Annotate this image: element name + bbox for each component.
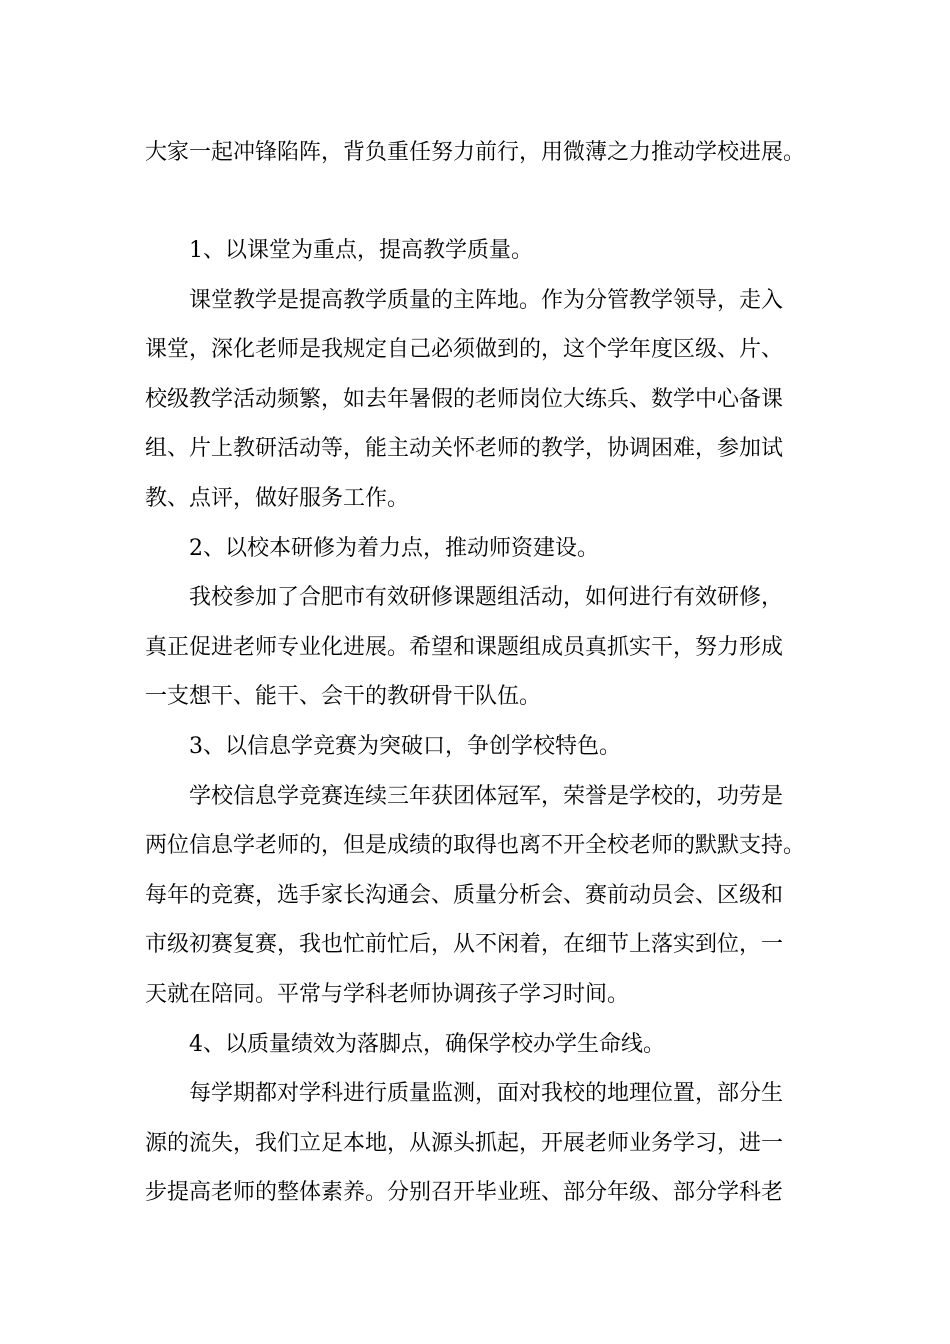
text-line: 课堂，深化老师是我规定自己必须做到的，这个学年度区级、片、 [145,337,784,363]
text-line: 大家一起冲锋陷阵，背负重任努力前行，用微薄之力推动学校进展。 [145,140,806,165]
text-line: 源的流失，我们立足本地，从源头抓起，开展老师业务学习，进一 [145,1130,784,1156]
text-line: 课堂教学是提高教学质量的主阵地。作为分管教学领导，走入 [189,287,784,313]
text-line: 一支想干、能干、会干的教研骨干队伍。 [145,684,542,710]
text-line: 步提高老师的整体素养。分别召开毕业班、部分年级、部分学科老 [145,1180,784,1206]
text-line: 校级教学活动频繁，如去年暑假的老师岗位大练兵、数学中心备课 [145,386,784,412]
section-heading-2: 2、以校本研修为着力点，推动师资建设。 [189,535,599,561]
text-line: 组、片上教研活动等，能主动关怀老师的教学，协调困难，参加试 [145,436,784,462]
section-heading-4: 4、以质量绩效为落脚点，确保学校办学生命线。 [189,1031,665,1057]
section-heading-1: 1、以课堂为重点，提高教学质量。 [189,238,533,263]
body-text [145,226,815,1218]
text-line: 天就在陪同。平常与学科老师协调孩子学习时间。 [145,981,630,1007]
opening-paragraph [145,128,815,178]
text-line: 我校参加了合肥市有效研修课题组活动，如何进行有效研修， [189,585,784,611]
text-line: 每学期都对学科进行质量监测，面对我校的地理位置，部分生 [189,1081,784,1107]
text-line: 教、点评，做好服务工作。 [145,485,410,511]
section-heading-3: 3、以信息学竞赛为突破口，争创学校特色。 [189,733,621,759]
text-line: 两位信息学老师的，但是成绩的取得也离不开全校老师的默默支持。 [145,833,806,859]
text-line: 市级初赛复赛，我也忙前忙后，从不闲着，在细节上落实到位，一 [145,932,784,958]
text-line: 学校信息学竞赛连续三年获团体冠军，荣誉是学校的，功劳是 [189,783,784,809]
text-line: 每年的竞赛，选手家长沟通会、质量分析会、赛前动员会、区级和 [145,882,784,908]
text-line: 真正促进老师专业化进展。希望和课题组成员真抓实干，努力形成 [145,634,784,660]
